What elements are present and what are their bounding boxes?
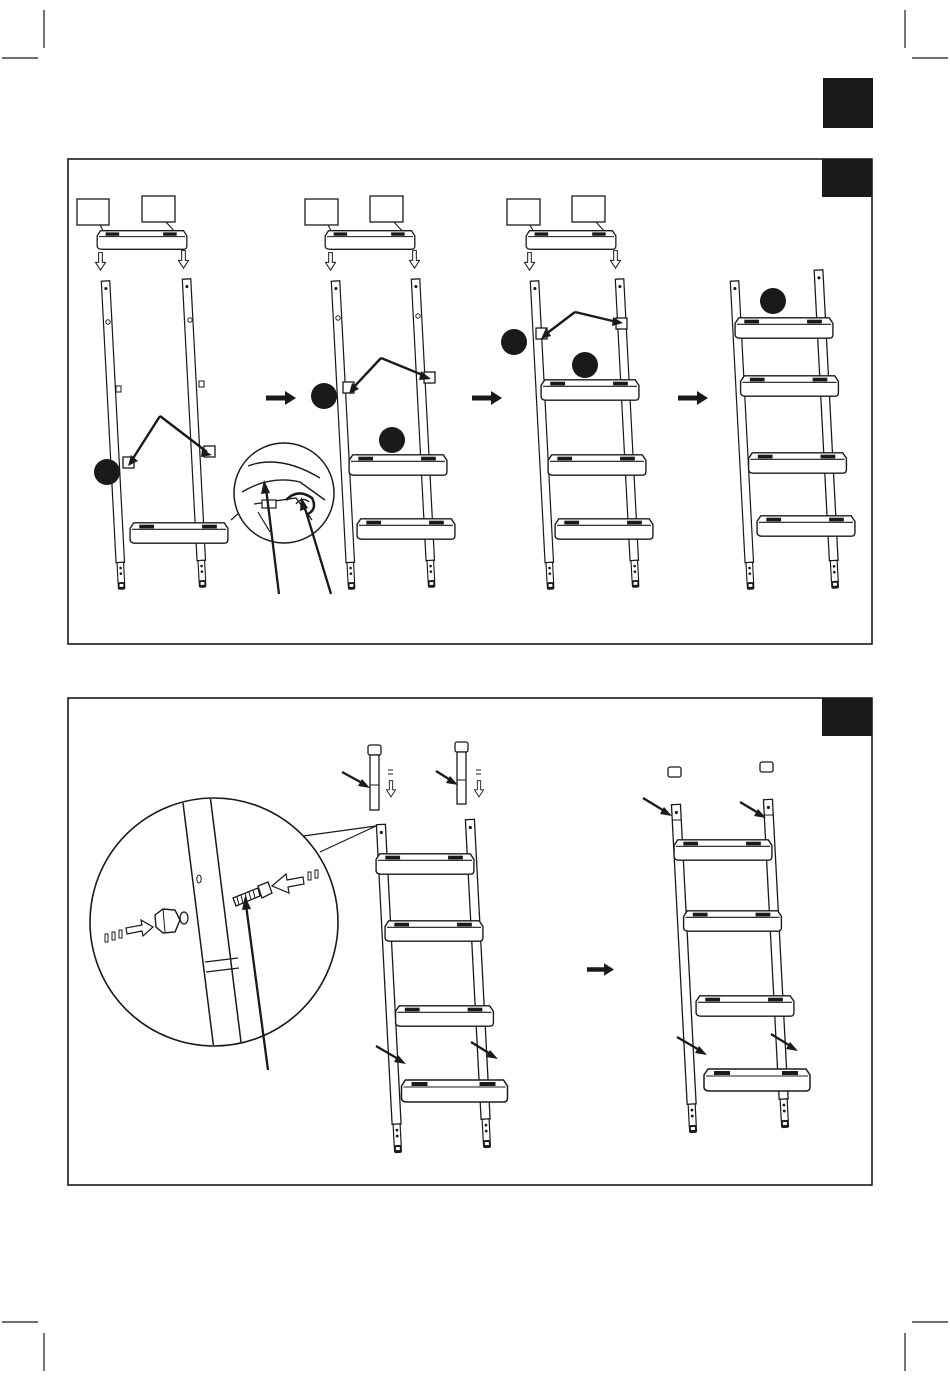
- panel-bottom: [68, 698, 872, 1185]
- panel-bottom-corner-tab: [822, 698, 872, 736]
- extension-piece: [455, 742, 468, 804]
- panel-top: [68, 159, 872, 644]
- step-badge: [760, 288, 786, 314]
- panel-top-corner-tab: [822, 159, 872, 197]
- step-badge: [311, 383, 337, 409]
- washer-icon: [180, 912, 188, 924]
- side-tab: [823, 78, 873, 128]
- step-badge: [501, 329, 527, 355]
- step-badge: [94, 459, 120, 485]
- extension-piece: [368, 745, 381, 810]
- nut-icon: [155, 909, 180, 933]
- step-badge: [379, 427, 405, 453]
- step-badge: [572, 352, 598, 378]
